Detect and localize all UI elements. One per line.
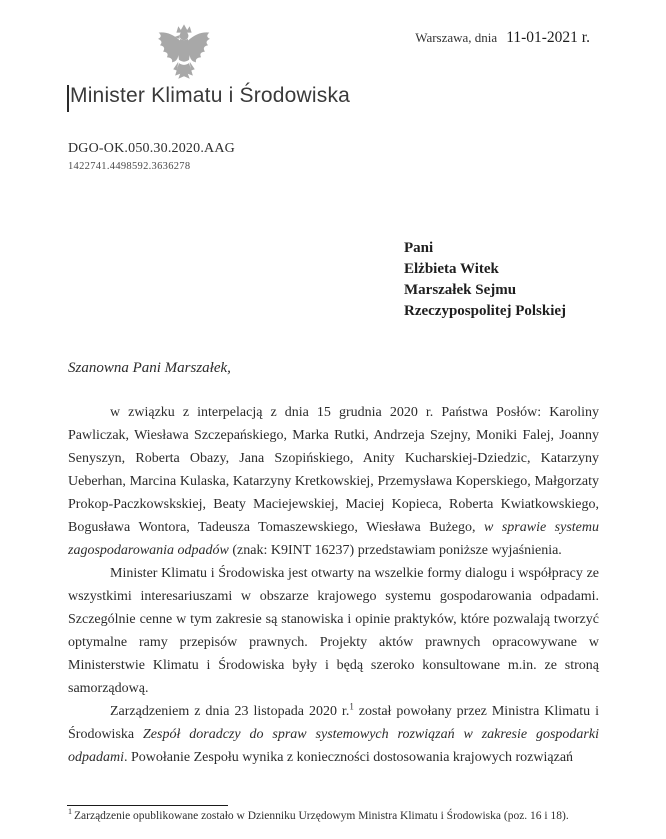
recipient-block xyxy=(404,238,566,322)
footnote-text: Zarządzenie opublikowane zostało w Dzienniku Urzędowym Ministra Klimatu i Środowiska (poz. 16 i 18). xyxy=(74,810,569,822)
recipient-line: Marszałek Sejmu xyxy=(404,282,517,298)
body-paragraph xyxy=(68,401,599,562)
text-segment: Zespół doradczy do spraw systemowych rozwiązań w zakresie gospodarki odpadami xyxy=(68,727,599,765)
footnote xyxy=(68,807,613,822)
salutation: Szanowna Pani Marszałek, xyxy=(68,360,231,376)
text-segment: Zarządzeniem z dnia 23 listopada 2020 r. xyxy=(110,704,350,719)
date-place-prefix: Warszawa, dnia xyxy=(415,30,498,45)
recipient-line: Elżbieta Witek xyxy=(404,261,499,277)
footnote-reference: 1 xyxy=(349,701,354,712)
date-line xyxy=(415,29,590,47)
text-segment: w sprawie systemu zagospodarowania odpadów xyxy=(68,520,599,558)
text-segment: (znak: K9INT 16237) przedstawiam poniższe wyjaśnienia. xyxy=(228,543,562,558)
footnote-marker: 1 xyxy=(68,807,72,817)
reference-number: DGO-OK.050.30.2020.AAG xyxy=(68,141,235,156)
polish-eagle-emblem-icon xyxy=(146,20,222,92)
text-segment: . Powołanie Zespołu wynika z konieczności dostosowania krajowych rozwiązań xyxy=(124,750,574,765)
sender-title: Minister Klimatu i Środowiska xyxy=(70,84,351,107)
date-value: 11-01-2021 r. xyxy=(506,29,590,46)
letter-body xyxy=(68,401,599,769)
footnote-separator-rule xyxy=(67,805,228,806)
body-paragraph xyxy=(68,562,599,700)
document-id: 1422741.4498592.3636278 xyxy=(68,161,191,172)
recipient-line: Pani xyxy=(404,240,434,256)
text-segment: w związku z interpelacją z dnia 15 grudnia 2020 r. Państwa Posłów: Karoliny Pawliczak, Wiesława Szczepańskiego, Marka Rutki, Andrzeja Szejny, Moniki Falej, Joanny Senyszyn, Roberta Obazy, Jana Szopińskiego, Anity Kucharskiej-Dziedzic, Katarzyny Ueberhan, Marcina Kulaska, Katarzyny Kretkowskiej, Przemysława Koperskiego, Małgorzaty Prokop-Paczkowskskiej, Beaty Maciejewskiej, Maciej Kopieca, Roberta Kwiatkowskiego, Bogusława Wontora, Tadeusza Tomaszewskiego, Wiesława Bużego, xyxy=(68,405,599,535)
body-paragraph xyxy=(68,700,599,769)
text-segment: Minister Klimatu i Środowiska jest otwarty na wszelkie formy dialogu i współpracy ze wszystkimi interesariuszami w obszarze krajowego systemu gospodarowania odpadami. Szczególnie cenne w tym zakresie są stanowiska i opinie praktyków, które pozwalają tworzyć optymalne ramy przepisów prawnych. Projekty aktów prawnych opracowywane w Ministerstwie Klimatu i Środowiska były i będą szeroko konsultowane m.in. ze stroną samorządową. xyxy=(68,566,599,696)
text-segment: został powołany przez Ministra Klimatu i Środowiska xyxy=(68,704,600,742)
text-cursor-caret xyxy=(67,85,69,112)
recipient-line: Rzeczypospolitej Polskiej xyxy=(404,303,567,319)
